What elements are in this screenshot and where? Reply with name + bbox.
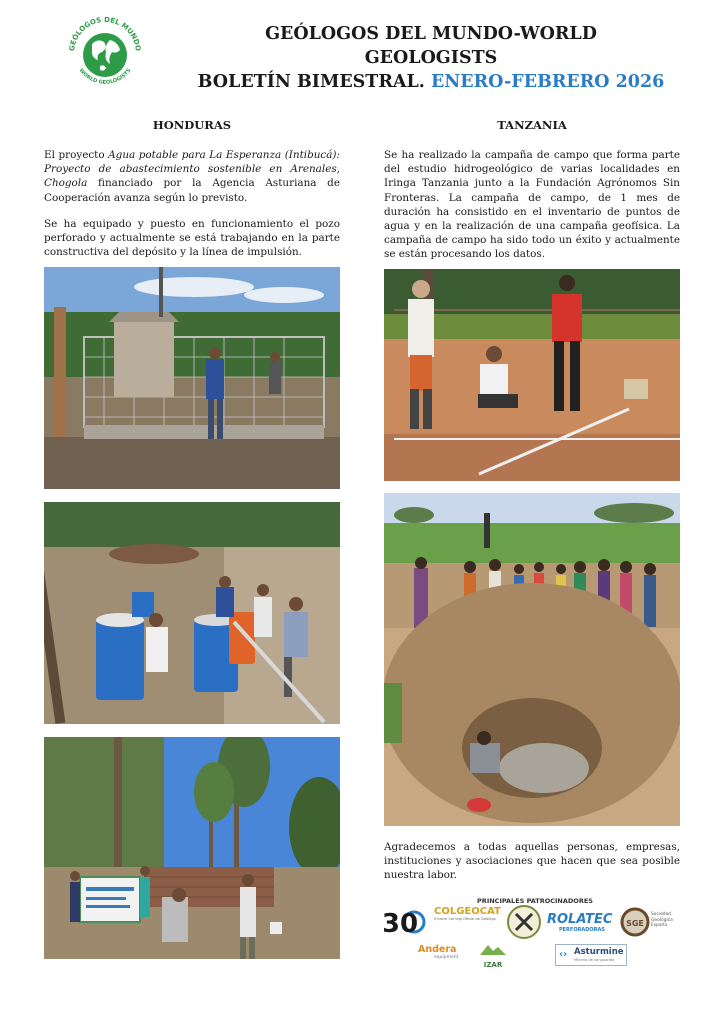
izar-text: IZAR: [483, 961, 503, 969]
sponsor-sge-logo: [620, 904, 680, 940]
photo-honduras-construction: [44, 737, 340, 959]
asturmine-text: Asturmine: [574, 947, 624, 957]
sponsor-andera-logo: [418, 944, 468, 966]
rolatec-text: ROLATEC: [547, 912, 613, 927]
asturmine-chevron-icon: ‹›: [559, 949, 568, 960]
sponsor-rolatec-logo: [547, 912, 617, 938]
honduras-p1-end: financiado por la Agencia Asturiana de Cooperación avanza según lo previsto.: [44, 177, 340, 204]
sponsor-izar-logo: [478, 942, 508, 970]
sponsors-title: PRINCIPALES PATROCINADORES: [477, 897, 593, 905]
honduras-heading: HONDURAS: [152, 118, 232, 132]
honduras-paragraph-2: Se ha equipado y puesto en funcionamiento el pozo perforado y actualmente se está trabajando en la parte constructiva del depósito y la línea de impulsión.: [44, 217, 340, 259]
logo-text-bottom: WORLD GEOLOGISTS: [77, 67, 133, 86]
logo-text-top: GEÓLOGOS DEL MUNDO: [67, 15, 143, 52]
world-geologists-logo: [62, 10, 148, 96]
rolatec-subtext: PERFORADORAS: [558, 927, 606, 933]
honduras-p1-start: El proyecto: [44, 149, 109, 161]
sponsor-colgeocat-logo: [434, 906, 500, 936]
title-line-1: GEÓLOGOS DEL MUNDO-WORLD GEOLOGISTS: [265, 24, 597, 68]
tanzania-section: [384, 118, 680, 274]
tanzania-heading: TANZANIA: [497, 118, 567, 132]
sponsor-30-text: 30: [384, 909, 419, 939]
sge-text: SGE: [626, 919, 644, 928]
sponsor-geologists-badge-logo: [506, 904, 542, 940]
honduras-project-name: Agua potable para La Esperanza (Intibucá): Proyecto de abastecimiento sostenible en Arenales, Chogola: [44, 149, 340, 190]
title-line-2-prefix: BOLETÍN BIMESTRAL.: [197, 72, 425, 92]
thanks-paragraph: Agradecemos a todas aquellas personas, empresas, instituciones y asociaciones que hacen que sea posible nuestra labor.: [384, 841, 680, 882]
photo-honduras-well-enclosure: [44, 267, 340, 489]
andera-text: Andera: [418, 944, 457, 955]
bulletin-title: [196, 22, 666, 94]
colgeocat-subtext: Il·lustre Col·legi Oficial de Geòlegs: [434, 917, 496, 921]
tanzania-paragraph-1: Se ha realizado la campaña de campo que forma parte del estudio hidrogeológico de varias localidades en Iringa Tanzania junto a la Fundación Agrónomos Sin Fronteras. La campaña de campo, de 1 mes de duración ha consistido en el inventario de puntos de agua y en la realización de una campaña geofísica. La campaña de campo ha sido todo un éxito y actualmente se están procesando los datos.: [384, 149, 680, 261]
sponsor-30-aniversario-logo: [384, 902, 428, 942]
photo-honduras-barrels: [44, 502, 340, 724]
asturmine-subtext: Minería de vanguardia: [574, 958, 615, 962]
honduras-section: [44, 118, 340, 271]
honduras-paragraph-1: [44, 148, 340, 205]
colgeocat-text: COLGEOCAT: [434, 906, 501, 917]
sponsor-asturmine-logo: [555, 944, 627, 966]
photo-tanzania-geophysics: [384, 269, 680, 481]
title-line-2: [196, 70, 666, 94]
photo-tanzania-dug-well: [384, 493, 680, 826]
title-line-2-date: ENERO-FEBRERO 2026: [430, 72, 665, 92]
andera-subtext: equipment: [434, 955, 459, 960]
sge-subtext: Sociedad Geológica España: [651, 912, 673, 928]
